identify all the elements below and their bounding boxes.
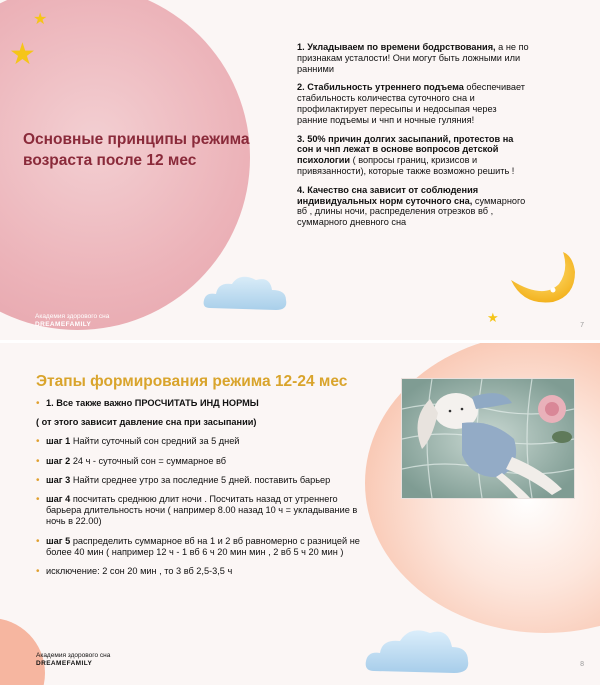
list-item: • шаг 3 Найти среднее утро за последние 5 дней. поставить барьер	[36, 474, 331, 486]
page-number: 8	[580, 661, 584, 668]
brand-footer: Академия здорового сна DREAMEFAMILY	[36, 652, 111, 667]
bunny-photo-image	[402, 379, 574, 498]
list-item: • шаг 2 24 ч - суточный сон = суммарное вб	[36, 455, 227, 467]
star-icon: ★	[487, 310, 499, 325]
cloud-icon	[362, 619, 474, 679]
brand-footer: Академия здорового сна DREAMEFAMILY	[35, 313, 110, 328]
list-item: • шаг 4 посчитать среднюю длит ночи . Посчитать назад от утреннего барьера длительность ночи ( например 8.00 назад 10 ч = укладывание в ночь в 22.00)	[36, 494, 358, 527]
principles-list	[297, 42, 529, 236]
steps-list	[36, 398, 366, 585]
slide-title: Основные принципы режима возраста после 12 мес	[23, 131, 250, 169]
moon-icon	[503, 250, 583, 312]
cloud-icon	[200, 268, 292, 316]
star-icon: ★	[33, 11, 48, 28]
list-item: 3. 50% причин долгих засыпаний, протестов на сон и чнп лежат в основе вопросов детской психологии ( вопросы границ, кризисов и привязанности), которые также возможно решить !	[297, 133, 515, 176]
slide-7	[0, 0, 600, 340]
list-item: 1. Укладываем по времени бодрствования, а не по признакам усталости! Они могут быть ложными или ранними	[297, 42, 529, 74]
slide-title: Этапы формирования режима 12-24 мес	[36, 373, 348, 390]
page-number: 7	[580, 322, 584, 329]
star-icon: ★	[9, 38, 36, 71]
list-item: • исключение: 2 сон 20 мин , то 3 вб 2,5-3,5 ч	[36, 566, 233, 578]
slide-8	[0, 343, 600, 685]
bunny-photo	[401, 378, 575, 499]
list-item: • 1. Все также важно ПРОСЧИТАТЬ ИНД НОРМЫ	[36, 398, 259, 409]
list-item: • шаг 5 распределить суммарное вб на 1 и 2 вб равномерно с разницей не более 40 мин ( например 12 ч - 1 вб 6 ч 20 мин мин , 2 вб 5 ч 20 мин )	[36, 535, 360, 557]
list-item: 2. Стабильность утреннего подъема обеспечивает стабильность количества суточного сна и профилактирует пересыпы и недосыпая через ранние подъемы и чнп и ночные гуляния!	[297, 82, 525, 125]
list-item: 4. Качество сна зависит от соблюдения индивидуальных норм суточного сна, суммарного вб , длины ночи, распределения отрезков вб , суммарного дневного сна	[297, 184, 526, 228]
list-item: • шаг 1 Найти суточный сон средний за 5 дней	[36, 436, 240, 448]
list-item: ( от этого зависит давление сна при засыпании)	[36, 417, 257, 428]
